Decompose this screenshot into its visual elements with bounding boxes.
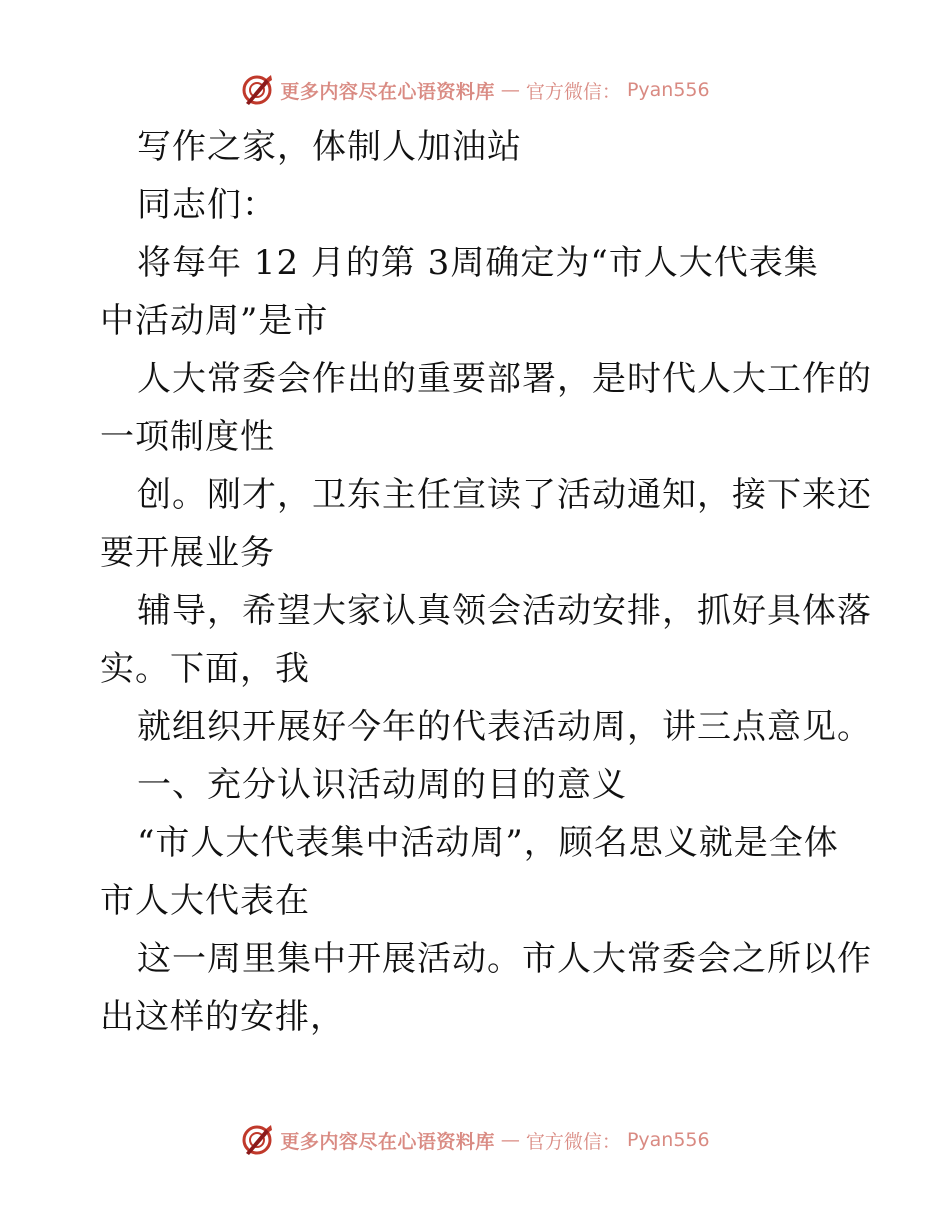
- doc-line: 创。刚才，卫东主任宣读了活动通知，接下来还: [137, 475, 872, 515]
- banner-label: 官方微信：: [525, 80, 621, 103]
- doc-line: 写作之家，体制人加油站: [137, 127, 522, 167]
- doc-line: 这一周里集中开展活动。市人大常委会之所以作: [137, 939, 872, 979]
- header-banner: [0, 70, 950, 110]
- banner-text: 更多内容尽在心语资料库: [280, 1130, 495, 1153]
- doc-line: 要开展业务: [100, 533, 275, 573]
- doc-line: 一、充分认识活动周的目的意义: [137, 765, 627, 805]
- doc-line: 同志们：: [137, 185, 277, 225]
- banner-text: 更多内容尽在心语资料库: [280, 80, 495, 103]
- banner-wechat-id: Pyan556: [626, 79, 710, 101]
- doc-line: 市人大代表在: [100, 881, 310, 921]
- banner-label: 官方微信：: [525, 1130, 621, 1153]
- pen-logo-icon: [240, 73, 274, 107]
- doc-line: 人大常委会作出的重要部署，是时代人大工作的: [137, 359, 872, 399]
- document-body: [100, 118, 872, 1046]
- pen-logo-icon: [240, 1123, 274, 1157]
- doc-line: “市人大代表集中活动周”，顾名思义就是全体: [137, 823, 839, 863]
- doc-line: 就组织开展好今年的代表活动周，讲三点意见。: [137, 707, 872, 747]
- doc-line: 中活动周”是市: [100, 301, 329, 341]
- doc-line: 出这样的安排，: [100, 997, 345, 1037]
- footer-banner: [0, 1120, 950, 1160]
- doc-line: 将每年 12 月的第 3周确定为“市人大代表集: [137, 243, 819, 283]
- banner-separator: —: [500, 1129, 520, 1151]
- banner-separator: —: [500, 79, 520, 101]
- doc-line: 一项制度性: [100, 417, 275, 457]
- doc-line: 辅导，希望大家认真领会活动安排，抓好具体落: [137, 591, 872, 631]
- doc-line: 实。下面，我: [100, 649, 310, 689]
- banner-wechat-id: Pyan556: [626, 1129, 710, 1151]
